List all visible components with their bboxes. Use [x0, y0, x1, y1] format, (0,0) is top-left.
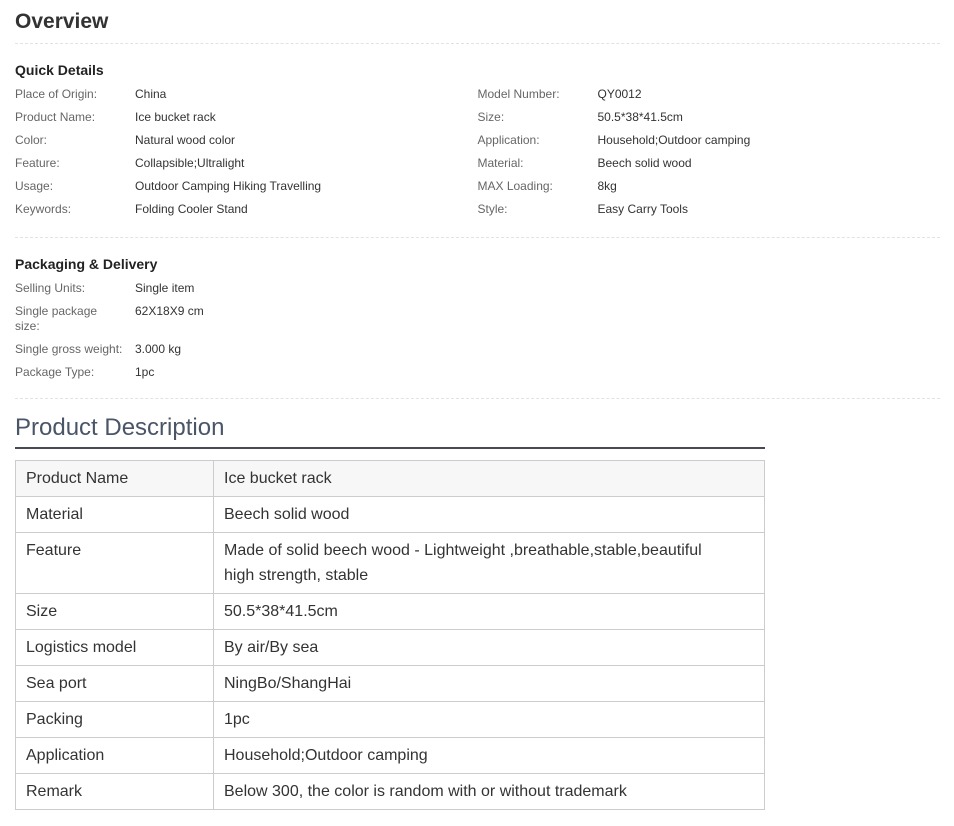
spec-value: Below 300, the color is random with or without trademark: [214, 774, 765, 810]
spec-key: Feature: [16, 533, 214, 594]
spec-value: By air/By sea: [214, 630, 765, 666]
product-description-title: Product Description: [15, 414, 765, 449]
detail-value: China: [135, 87, 167, 101]
spec-value: 50.5*38*41.5cm: [214, 594, 765, 630]
spec-key: Remark: [16, 774, 214, 810]
detail-row: [478, 133, 941, 148]
detail-row: [15, 133, 478, 148]
table-row: [16, 738, 765, 774]
detail-key: Material:: [477, 156, 524, 170]
quick-details-right-column: [478, 87, 941, 225]
detail-key: Size:: [477, 110, 505, 124]
detail-row: [478, 110, 941, 125]
table-row: [16, 497, 765, 533]
table-row: [16, 666, 765, 702]
detail-row: [15, 365, 940, 380]
detail-row: [15, 281, 940, 296]
detail-value: 50.5*38*41.5cm: [597, 110, 683, 124]
detail-key: Single gross weight:: [15, 342, 123, 356]
detail-key: Product Name:: [15, 110, 96, 124]
quick-details-section: [15, 61, 940, 238]
detail-key: MAX Loading:: [477, 179, 553, 193]
detail-row: [15, 156, 478, 171]
detail-value: Household;Outdoor camping: [597, 133, 751, 147]
detail-row: [15, 342, 940, 357]
detail-key: Application:: [477, 133, 540, 147]
packaging-delivery-heading: Packaging & Delivery: [15, 256, 158, 272]
detail-row: [478, 179, 941, 194]
detail-key: Selling Units:: [15, 281, 86, 295]
table-row: [16, 594, 765, 630]
detail-key: Keywords:: [15, 202, 72, 216]
table-row: [16, 533, 765, 594]
detail-key: Color:: [15, 133, 48, 147]
detail-value: Single item: [135, 281, 195, 295]
detail-value: 1pc: [135, 365, 155, 379]
detail-row: [478, 202, 941, 217]
detail-row: [478, 87, 941, 102]
spec-value: Household;Outdoor camping: [214, 738, 765, 774]
table-row: [16, 461, 765, 497]
detail-value: Easy Carry Tools: [597, 202, 688, 216]
detail-key: Single package size:: [15, 304, 98, 333]
detail-value: Collapsible;Ultralight: [135, 156, 245, 170]
detail-key: Model Number:: [477, 87, 560, 101]
packaging-details-list: [15, 281, 940, 380]
detail-key: Usage:: [15, 179, 54, 193]
table-row: [16, 774, 765, 810]
detail-value: Folding Cooler Stand: [135, 202, 248, 216]
detail-row: [15, 179, 478, 194]
spec-value: Made of solid beech wood - Lightweight ,breathable,stable,beautiful high strength, stable: [214, 533, 765, 594]
spec-value: NingBo/ShangHai: [214, 666, 765, 702]
spec-value: Ice bucket rack: [214, 461, 765, 497]
packaging-delivery-section: [15, 255, 940, 399]
detail-value: Natural wood color: [135, 133, 236, 147]
detail-value: 8kg: [597, 179, 617, 193]
detail-row: [15, 110, 478, 125]
spec-key: Sea port: [16, 666, 214, 702]
detail-key: Feature:: [15, 156, 60, 170]
quick-details-heading: Quick Details: [15, 62, 104, 78]
detail-value: Outdoor Camping Hiking Travelling: [135, 179, 322, 193]
spec-key: Product Name: [16, 461, 214, 497]
spec-key: Packing: [16, 702, 214, 738]
overview-title: Overview: [15, 0, 940, 44]
detail-row: [15, 304, 940, 334]
spec-value: 1pc: [214, 702, 765, 738]
product-spec-table: [15, 460, 765, 810]
detail-key: Style:: [477, 202, 508, 216]
detail-value: Beech solid wood: [597, 156, 692, 170]
detail-row: [478, 156, 941, 171]
spec-key: Material: [16, 497, 214, 533]
spec-key: Logistics model: [16, 630, 214, 666]
table-row: [16, 630, 765, 666]
detail-value: Ice bucket rack: [135, 110, 216, 124]
detail-key: Place of Origin:: [15, 87, 98, 101]
detail-key: Package Type:: [15, 365, 95, 379]
detail-value: 62X18X9 cm: [135, 304, 204, 318]
spec-key: Size: [16, 594, 214, 630]
spec-key: Application: [16, 738, 214, 774]
detail-value: 3.000 kg: [135, 342, 182, 356]
detail-row: [15, 202, 478, 217]
detail-row: [15, 87, 478, 102]
table-row: [16, 702, 765, 738]
quick-details-left-column: [15, 87, 478, 225]
detail-value: QY0012: [597, 87, 642, 101]
quick-details-grid: [15, 87, 940, 225]
spec-value: Beech solid wood: [214, 497, 765, 533]
